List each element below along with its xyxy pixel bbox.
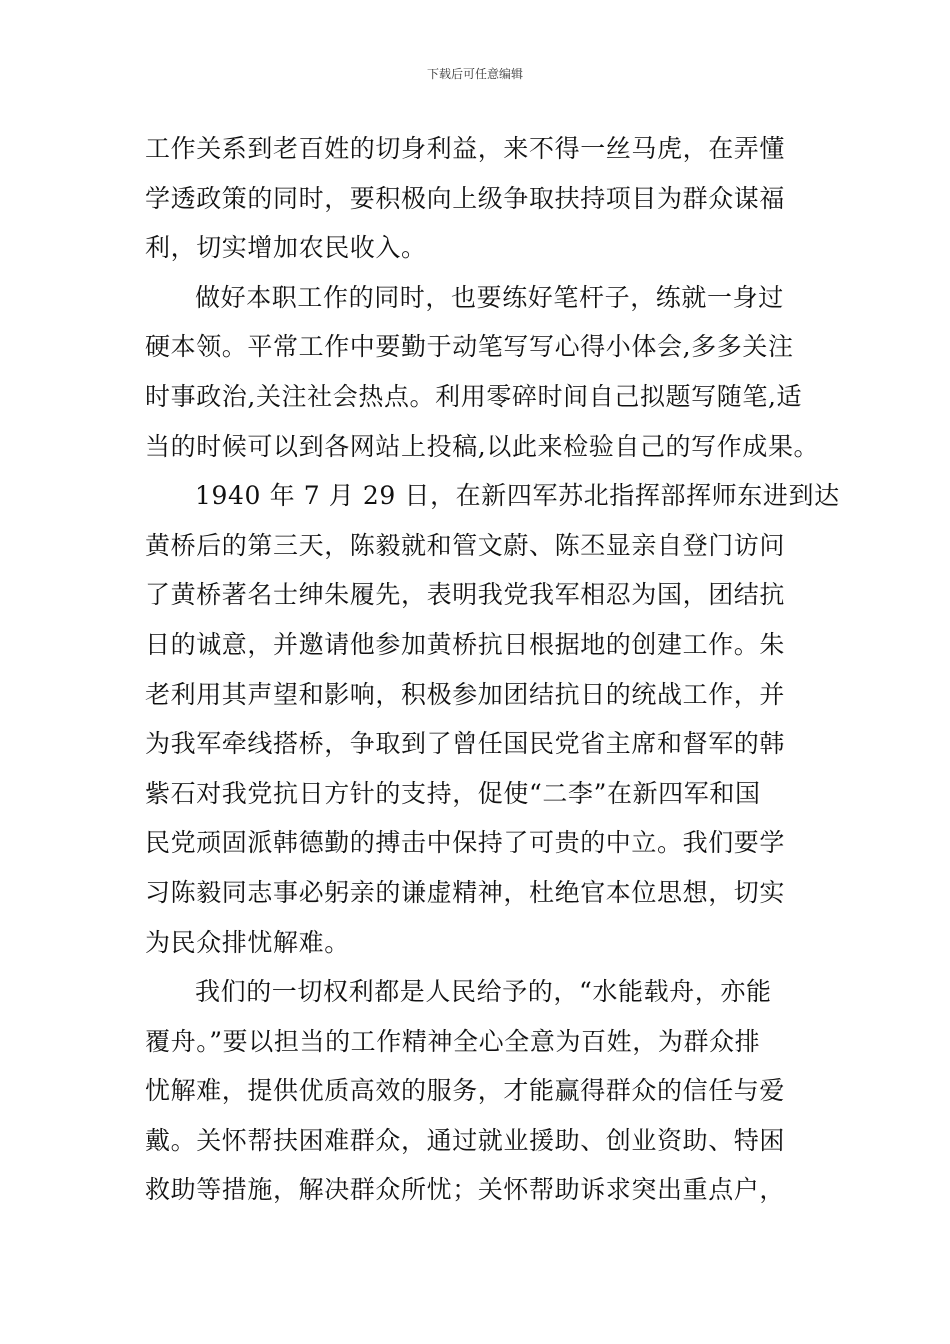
text-line: 工作关系到老百姓的切身利益，来不得一丝马虎，在弄懂 (145, 134, 786, 163)
paragraph (145, 471, 840, 967)
text-line: 为民众排忧解难。 (145, 927, 350, 957)
text-line: 民党顽固派韩德勤的搏击中保持了可贵的中立。我们要学 (145, 828, 786, 858)
text-line: 利，切实增加农民收入。 (145, 233, 427, 263)
text-line: 老利用其声望和影响，积极参加团结抗日的统战工作，并 (145, 679, 786, 709)
text-line: 为我军牵线搭桥，争取到了曾任国民党省主席和督军的韩 (145, 729, 786, 759)
paragraph (145, 967, 807, 1215)
text-line: 了黄桥著名士绅朱履先，表明我党我军相忍为国，团结抗 (145, 580, 786, 610)
text-line: 硬本领。平常工作中要勤于动笔写写心得小体会,多多关注 (145, 332, 794, 362)
text-line: 当的时候可以到各网站上投稿,以此来检验自己的写作成果。 (145, 431, 820, 461)
text-line: 学透政策的同时，要积极向上级争取扶持项目为群众谋福 (145, 183, 786, 213)
text-line: 忧解难，提供优质高效的服务，才能赢得群众的信任与爱 (145, 1076, 786, 1106)
text-line: 日的诚意，并邀请他参加黄桥抗日根据地的创建工作。朱 (145, 629, 786, 659)
paragraph (145, 273, 820, 471)
text-line: 习陈毅同志事必躬亲的谦虚精神，杜绝官本位思想，切实 (145, 877, 786, 907)
page-header: 下载后可任意编辑 (426, 67, 523, 81)
text-line: 黄桥后的第三天，陈毅就和管文蔚、陈丕显亲自登门访问 (145, 530, 786, 560)
text-line: 做好本职工作的同时，也要练好笔杆子，练就一身过 (195, 282, 784, 312)
text-line: 1940 年 7 月 29 日，在新四军苏北指挥部挥师东进到达 (195, 481, 840, 511)
document-body (145, 124, 840, 1215)
text-line: 救助等措施，解决群众所忧；关怀帮助诉求突出重点户， (145, 1175, 786, 1205)
paragraph (145, 124, 807, 273)
text-line: 紫石对我党抗日方针的支持，促使“二李”在新四军和国 (145, 778, 761, 808)
text-line: 覆舟。”要以担当的工作精神全心全意为百姓，为群众排 (145, 1026, 761, 1056)
text-line: 戴。关怀帮扶困难群众，通过就业援助、创业资助、特困 (145, 1125, 786, 1155)
text-line: 时事政治,关注社会热点。利用零碎时间自己拟题写随笔,适 (145, 381, 803, 411)
text-line: 我们的一切权利都是人民给予的，“水能载舟，亦能 (195, 977, 772, 1007)
